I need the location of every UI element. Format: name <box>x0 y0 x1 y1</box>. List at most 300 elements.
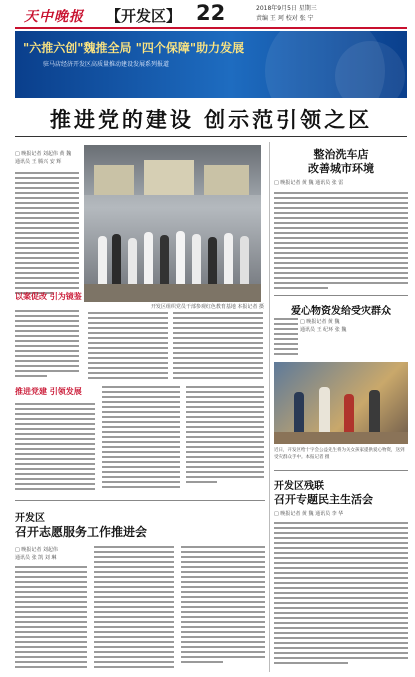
subhead-1: 以案促改 引为镜鉴 <box>15 292 82 301</box>
side2-photo <box>274 362 408 444</box>
text-line <box>94 581 174 583</box>
subhead-2: 推进党建 引领发展 <box>15 387 82 396</box>
volunteer-title-line1: 开发区 <box>15 513 45 524</box>
text-line <box>274 267 408 269</box>
text-line <box>181 656 265 658</box>
text-line <box>94 616 174 618</box>
text-line <box>274 333 298 335</box>
newspaper-logo: 天中晚报 <box>24 9 84 25</box>
text-line <box>15 310 79 312</box>
text-line <box>274 592 408 594</box>
photo-person <box>144 232 153 284</box>
text-line <box>173 342 263 344</box>
text-line <box>94 651 174 653</box>
text-line <box>15 325 79 327</box>
text-line <box>15 227 79 229</box>
text-line <box>15 428 95 430</box>
editor-credits: 责编 王 珂 校对 张 宁 <box>256 15 314 22</box>
text-line <box>102 386 180 388</box>
side2-photo-caption: 近日，开发区给十字会公益先生将为关女孩家提供爱心物资，送到受灾群众手中。本报记者 摄 <box>274 448 405 460</box>
text-line <box>181 581 265 583</box>
byline-line: 通讯员 王 纪环 张 魏 <box>300 327 347 333</box>
text-line <box>274 607 408 609</box>
text-line <box>274 647 408 649</box>
text-line <box>173 367 263 369</box>
text-line <box>15 350 79 352</box>
text-line <box>15 192 79 194</box>
text-line <box>274 582 408 584</box>
text-line <box>94 586 174 588</box>
text-line <box>274 222 408 224</box>
text-line <box>173 347 263 349</box>
text-line <box>274 318 298 320</box>
text-line <box>15 591 87 593</box>
side2-byline <box>300 318 410 334</box>
photo-person <box>128 238 137 284</box>
text-line <box>15 330 79 332</box>
text-line <box>94 561 174 563</box>
text-line <box>186 411 264 413</box>
photo-person <box>160 235 169 284</box>
section-divider <box>274 295 408 296</box>
text-line <box>274 217 408 219</box>
text-line <box>15 237 79 239</box>
photo-caption: 开发区组织党员干部参观红色教育基地 本报记者 摄 <box>150 304 264 310</box>
text-line <box>181 571 265 573</box>
text-line <box>15 202 79 204</box>
main-article-body-col1 <box>15 172 79 300</box>
text-line <box>102 446 180 448</box>
text-line <box>88 327 168 329</box>
text-line <box>173 357 263 359</box>
text-line <box>173 372 263 374</box>
text-line <box>181 556 265 558</box>
text-line <box>274 572 408 574</box>
text-line <box>186 441 264 443</box>
text-line <box>15 222 79 224</box>
side3-byline <box>274 510 408 518</box>
text-line <box>274 587 408 589</box>
volunteer-byline <box>15 546 85 562</box>
photo-person <box>208 237 217 284</box>
text-line <box>186 451 264 453</box>
text-line <box>15 601 87 603</box>
text-line <box>274 522 408 524</box>
text-line <box>88 377 168 379</box>
text-line <box>15 408 95 410</box>
text-line <box>94 591 174 593</box>
side3-body <box>274 522 408 671</box>
section-divider <box>15 500 265 501</box>
masthead <box>0 0 415 27</box>
text-line <box>186 426 264 428</box>
text-line <box>173 332 263 334</box>
text-line <box>173 327 263 329</box>
main-byline <box>15 150 81 166</box>
photo-floor <box>84 284 261 302</box>
text-line <box>274 212 408 214</box>
text-line <box>15 287 79 289</box>
text-line <box>173 362 263 364</box>
text-line <box>15 335 79 337</box>
text-line <box>186 396 264 398</box>
text-line <box>186 481 217 483</box>
text-line <box>15 247 79 249</box>
text-line <box>94 606 174 608</box>
text-line <box>274 338 298 340</box>
text-line <box>15 340 79 342</box>
text-line <box>15 468 95 470</box>
text-line <box>15 217 79 219</box>
text-line <box>88 357 168 359</box>
text-line <box>15 277 79 279</box>
text-line <box>186 436 264 438</box>
text-line <box>173 312 263 314</box>
text-line <box>102 416 180 418</box>
text-line <box>173 377 263 379</box>
text-line <box>186 476 264 478</box>
text-line <box>15 403 95 405</box>
text-line <box>15 423 95 425</box>
text-line <box>15 320 79 322</box>
text-line <box>15 571 87 573</box>
text-line <box>274 242 408 244</box>
text-line <box>173 317 263 319</box>
byline-line: 通讯员 张 凯 刘 琳 <box>15 555 57 561</box>
text-line <box>181 611 265 613</box>
text-line <box>181 646 265 648</box>
banner-decoration <box>335 41 405 98</box>
banner-slogan: "六推六创"魏推全局 "四个保障"助力发展 <box>23 41 245 55</box>
main-article-body-col5 <box>102 386 180 495</box>
text-line <box>15 661 87 663</box>
text-line <box>88 317 168 319</box>
text-line <box>15 646 87 648</box>
text-line <box>15 463 95 465</box>
text-line <box>15 315 79 317</box>
byline-line: □ 晚报记者 黄 魏 <box>300 319 340 325</box>
text-line <box>102 396 180 398</box>
text-line <box>102 461 180 463</box>
text-line <box>15 187 79 189</box>
text-line <box>94 666 174 668</box>
text-line <box>181 606 265 608</box>
text-line <box>181 616 265 618</box>
text-line <box>15 611 87 613</box>
text-line <box>15 636 87 638</box>
text-line <box>274 272 408 274</box>
text-line <box>274 657 408 659</box>
text-line <box>15 458 95 460</box>
text-line <box>186 461 264 463</box>
text-line <box>15 177 79 179</box>
text-line <box>186 431 264 433</box>
text-line <box>274 577 408 579</box>
text-line <box>274 642 408 644</box>
byline-line: 通讯员 王 腾兴 安 辉 <box>15 159 62 165</box>
text-line <box>15 641 87 643</box>
side3-title-line1: 开发区残联 <box>274 481 324 492</box>
volunteer-body-col3 <box>181 546 265 671</box>
text-line <box>274 557 408 559</box>
text-line <box>274 637 408 639</box>
text-line <box>94 571 174 573</box>
photo-person <box>98 236 107 284</box>
text-line <box>186 386 264 388</box>
byline-line: □ 晚报记者 刘起伟 <box>15 547 58 553</box>
text-line <box>15 473 95 475</box>
text-line <box>102 391 180 393</box>
side1-body <box>274 192 408 290</box>
text-line <box>15 370 79 372</box>
section-divider <box>274 470 408 471</box>
text-line <box>15 438 95 440</box>
masthead-rule <box>15 27 407 29</box>
text-line <box>15 355 79 357</box>
text-line <box>88 337 168 339</box>
text-line <box>274 328 298 330</box>
text-line <box>15 212 79 214</box>
text-line <box>173 322 263 324</box>
text-line <box>102 401 180 403</box>
text-line <box>274 202 408 204</box>
text-line <box>15 282 79 284</box>
text-line <box>274 232 408 234</box>
text-line <box>15 666 87 668</box>
slogan-banner <box>15 31 407 98</box>
text-line <box>94 621 174 623</box>
text-line <box>15 651 87 653</box>
main-article-body-col6 <box>186 386 264 495</box>
text-line <box>181 601 265 603</box>
text-line <box>274 343 298 345</box>
text-line <box>15 262 79 264</box>
text-line <box>274 353 298 355</box>
text-line <box>88 342 168 344</box>
text-line <box>274 287 328 289</box>
text-line <box>181 591 265 593</box>
text-line <box>102 476 180 478</box>
section-title: 【开发区】 <box>106 7 182 25</box>
headline-rule <box>15 136 407 137</box>
text-line <box>181 586 265 588</box>
text-line <box>186 421 264 423</box>
text-line <box>274 562 408 564</box>
text-line <box>102 456 180 458</box>
text-line <box>94 656 174 658</box>
photo-person <box>176 231 185 284</box>
text-line <box>274 227 408 229</box>
text-line <box>88 332 168 334</box>
text-line <box>15 257 79 259</box>
text-line <box>181 626 265 628</box>
text-line <box>94 546 174 548</box>
main-article-body-col2 <box>88 312 168 380</box>
text-line <box>274 537 408 539</box>
text-line <box>102 411 180 413</box>
text-line <box>274 652 408 654</box>
text-line <box>274 277 408 279</box>
text-line <box>15 656 87 658</box>
text-line <box>15 413 95 415</box>
text-line <box>102 421 180 423</box>
text-line <box>102 436 180 438</box>
text-line <box>88 322 168 324</box>
text-line <box>88 312 168 314</box>
text-line <box>15 272 79 274</box>
text-line <box>88 352 168 354</box>
volunteer-title-line2: 召开志愿服务工作推进会 <box>15 525 148 539</box>
text-line <box>94 626 174 628</box>
photo-person <box>369 390 380 432</box>
photo-person <box>112 234 121 284</box>
text-line <box>15 207 79 209</box>
text-line <box>181 566 265 568</box>
text-line <box>15 453 95 455</box>
text-line <box>102 406 180 408</box>
text-line <box>102 471 180 473</box>
text-line <box>94 611 174 613</box>
text-line <box>15 182 79 184</box>
main-article-body-col1b <box>15 310 79 380</box>
text-line <box>15 418 95 420</box>
text-line <box>274 252 408 254</box>
text-line <box>274 632 408 634</box>
text-line <box>94 551 174 553</box>
text-line <box>274 532 408 534</box>
text-line <box>15 616 87 618</box>
text-line <box>274 348 298 350</box>
text-line <box>15 626 87 628</box>
photo-person <box>192 234 201 284</box>
text-line <box>15 483 95 485</box>
byline-line: □ 晚报记者 黄 魏 通讯员 张 雷 <box>274 180 344 186</box>
text-line <box>274 247 408 249</box>
text-line <box>274 542 408 544</box>
text-line <box>173 352 263 354</box>
banner-subslogan: 驻马店经济开发区高质量推动建设发展系列报道 <box>43 61 170 68</box>
text-line <box>102 426 180 428</box>
text-line <box>274 627 408 629</box>
text-line <box>102 486 180 488</box>
photo-ground <box>274 432 408 444</box>
text-line <box>88 372 168 374</box>
text-line <box>88 347 168 349</box>
text-line <box>274 257 408 259</box>
text-line <box>15 586 87 588</box>
photo-person <box>240 236 249 284</box>
text-line <box>94 576 174 578</box>
text-line <box>94 631 174 633</box>
byline-line: □ 晚报记者 黄 魏 通讯员 李 华 <box>274 511 344 517</box>
text-line <box>274 612 408 614</box>
text-line <box>15 621 87 623</box>
text-line <box>186 456 264 458</box>
byline-line: □ 晚报记者 刘起伟 黄 魏 <box>15 151 72 157</box>
text-line <box>274 552 408 554</box>
text-line <box>102 451 180 453</box>
text-line <box>15 172 79 174</box>
text-line <box>15 443 95 445</box>
photo-person <box>224 233 233 284</box>
page-headline: 推进党的建设 创示范引领之区 <box>49 107 373 132</box>
side2-title: 爱心物资发给受灾群众 <box>291 306 391 317</box>
text-line <box>181 661 223 663</box>
page-number: 22 <box>196 1 226 25</box>
text-line <box>94 601 174 603</box>
main-article-body-col3 <box>173 312 263 380</box>
text-line <box>181 621 265 623</box>
text-line <box>15 631 87 633</box>
text-line <box>15 566 87 568</box>
volunteer-body-col2 <box>94 546 174 671</box>
text-line <box>15 232 79 234</box>
text-line <box>274 527 408 529</box>
text-line <box>15 242 79 244</box>
text-line <box>274 567 408 569</box>
text-line <box>274 207 408 209</box>
text-line <box>181 561 265 563</box>
text-line <box>274 192 408 194</box>
text-line <box>94 641 174 643</box>
text-line <box>274 622 408 624</box>
text-line <box>94 566 174 568</box>
text-line <box>94 556 174 558</box>
photo-exhibit-panel <box>144 160 194 195</box>
text-line <box>173 337 263 339</box>
text-line <box>15 433 95 435</box>
text-line <box>274 197 408 199</box>
text-line <box>94 661 174 663</box>
text-line <box>15 365 79 367</box>
text-line <box>274 547 408 549</box>
photo-person <box>319 387 330 432</box>
text-line <box>186 416 264 418</box>
text-line <box>102 431 180 433</box>
text-line <box>15 596 87 598</box>
text-line <box>186 466 264 468</box>
photo-exhibit-panel <box>94 165 134 195</box>
side1-title-line1: 整治洗车店 <box>313 148 369 161</box>
text-line <box>88 362 168 364</box>
text-line <box>274 602 408 604</box>
side2-body-small <box>274 318 298 360</box>
text-line <box>15 448 95 450</box>
text-line <box>274 617 408 619</box>
issue-date: 2018年9月5日 星期三 <box>256 5 317 12</box>
text-line <box>181 651 265 653</box>
text-line <box>186 471 264 473</box>
text-line <box>15 345 79 347</box>
text-line <box>15 606 87 608</box>
text-line <box>94 636 174 638</box>
text-line <box>94 596 174 598</box>
volunteer-body-col1 <box>15 566 87 671</box>
text-line <box>274 597 408 599</box>
photo-person <box>344 394 354 432</box>
text-line <box>181 546 265 548</box>
text-line <box>15 375 47 377</box>
text-line <box>102 441 180 443</box>
text-line <box>274 282 408 284</box>
text-line <box>181 576 265 578</box>
main-article-body-col4 <box>15 403 95 495</box>
text-line <box>186 406 264 408</box>
text-line <box>15 267 79 269</box>
text-line <box>15 488 95 490</box>
text-line <box>181 631 265 633</box>
text-line <box>88 367 168 369</box>
